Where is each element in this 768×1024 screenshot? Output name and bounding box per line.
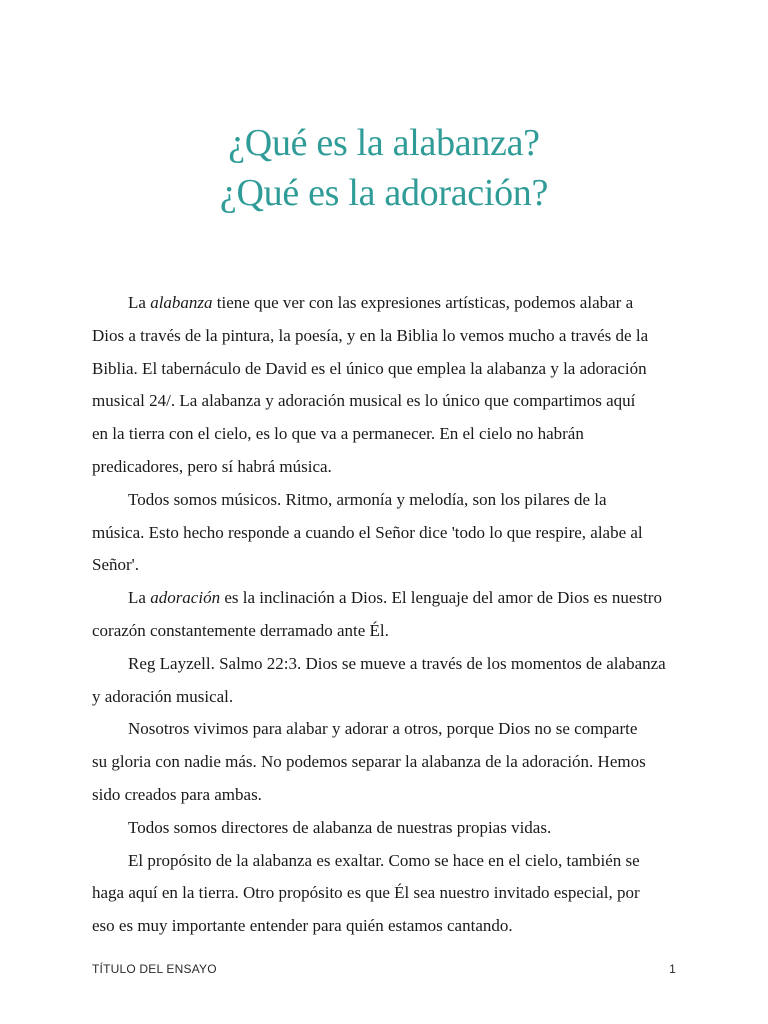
text-line: El propósito de la alabanza es exaltar. Como se hace en el cielo, también se xyxy=(128,850,640,870)
text-line: música. Esto hecho responde a cuando el Señor dice 'todo lo que respire, alabe al xyxy=(92,522,643,542)
page-number: 1 xyxy=(669,962,676,976)
text-line: musical 24/. La alabanza y adoración musical es lo único que compartimos aquí xyxy=(92,391,636,411)
text-line: predicadores, pero sí habrá música. xyxy=(92,456,332,476)
text-line: Reg Layzell. Salmo 22:3. Dios se mueve a través de los momentos de alabanza xyxy=(128,653,666,673)
text-line: su gloria con nadie más. No podemos separar la alabanza de la adoración. Hemos xyxy=(92,752,646,772)
text-line: Señor'. xyxy=(92,555,139,575)
paragraph xyxy=(92,845,682,943)
text-line: Nosotros vivimos para alabar y adorar a otros, porque Dios no se comparte xyxy=(128,719,638,739)
paragraph xyxy=(92,287,682,484)
emphasized-term: adoración xyxy=(150,588,221,608)
text-line: Dios a través de la pintura, la poesía, y en la Biblia lo vemos mucho a través de la xyxy=(92,325,649,345)
paragraph xyxy=(92,484,682,582)
text-segment: tiene que ver con las expresiones artísticas, podemos alabar a xyxy=(212,293,634,312)
text-line: Biblia. El tabernáculo de David es el único que emplea la alabanza y la adoración xyxy=(92,358,647,378)
paragraph xyxy=(92,648,682,714)
paragraph xyxy=(92,713,682,811)
text-line: Todos somos músicos. Ritmo, armonía y melodía, son los pilares de la xyxy=(128,489,607,509)
text-line: en la tierra con el cielo, es lo que va a permanecer. En el cielo no habrán xyxy=(92,424,584,444)
page-title xyxy=(0,118,768,218)
text-line xyxy=(92,582,682,615)
text-segment: es la inclinación a Dios. El lenguaje del amor de Dios es nuestro xyxy=(220,588,662,608)
text-line: eso es muy importante entender para quién estamos cantando. xyxy=(92,916,513,936)
title-line-2: ¿Qué es la adoración? xyxy=(219,172,549,214)
text-line: Todos somos directores de alabanza de nuestras propias vidas. xyxy=(128,817,552,837)
paragraph xyxy=(92,582,682,648)
footer-title: TÍTULO DEL ENSAYO xyxy=(92,962,217,976)
text-line: y adoración musical. xyxy=(92,686,234,706)
emphasized-term: alabanza xyxy=(150,293,213,312)
text-line: corazón constantemente derramado ante Él. xyxy=(92,620,389,640)
paragraph xyxy=(92,812,682,845)
body-text xyxy=(92,287,682,943)
text-segment: La xyxy=(128,293,151,312)
text-segment: La xyxy=(128,588,151,608)
title-line-1: ¿Qué es la alabanza? xyxy=(228,122,540,164)
text-line: sido creados para ambas. xyxy=(92,784,262,804)
text-line xyxy=(92,287,682,320)
text-line: haga aquí en la tierra. Otro propósito es que Él sea nuestro invitado especial, por xyxy=(92,883,640,903)
